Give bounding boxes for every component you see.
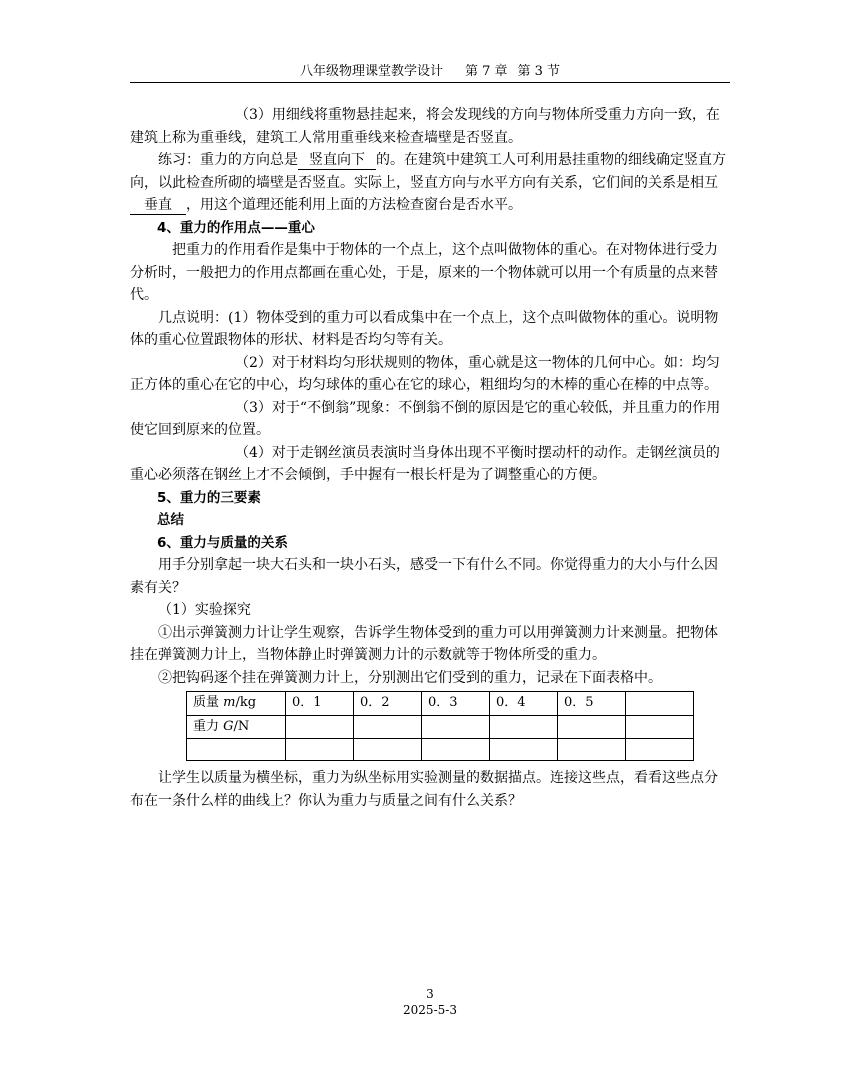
table-cell: 0．1 — [286, 692, 354, 716]
document-body — [130, 104, 730, 812]
table-cell — [422, 739, 490, 761]
header-title: 八年级物理课堂教学设计 — [299, 64, 443, 79]
table-row-mass — [187, 692, 694, 716]
table-cell: 0．5 — [558, 692, 626, 716]
heading-gravity-mass: 6、重力与质量的关系 — [157, 534, 288, 551]
experiment-step-2: ②把钩码逐个挂在弹簧测力计上，分别测出它们受到的重力，记录在下面表格中。 — [158, 669, 662, 686]
paragraph-plot-instruction: 让学生以质量为横坐标，重力为纵坐标用实验测量的数据描点。连接这些点，看看这些点分布在一条什么样的曲线上？你认为重力与质量之间有什么关系？ — [130, 770, 718, 809]
page-header — [130, 60, 730, 83]
table-cell: 0．3 — [422, 692, 490, 716]
paragraph-stones: 用手分别拿起一块大石头和一块小石头，感受一下有什么不同。你觉得重力的大小与什么因素有关？ — [130, 557, 718, 596]
table-header-gravity: 重力 G/N — [187, 715, 286, 739]
header-chapter: 第 7 章 — [464, 64, 508, 79]
paragraph-plumb-line: （3）用细线将重物悬挂起来，将会发现线的方向与物体所受重力方向一致，在建筑上称为重垂线，建筑工人常用重垂线来检查墙壁是否竖直。 — [130, 107, 720, 146]
table-cell — [626, 692, 694, 716]
table-cell: 0．4 — [490, 692, 558, 716]
exercise-text-c: ，用这个道理还能利用上面的方法检查窗台是否水平。 — [186, 197, 522, 213]
table-cell — [626, 739, 694, 761]
table-row-empty — [187, 739, 694, 761]
table-cell — [490, 715, 558, 739]
table-cell — [354, 739, 422, 761]
table-cell — [422, 715, 490, 739]
table-cell: 0．2 — [354, 692, 422, 716]
measurement-table — [186, 691, 694, 761]
exercise-text-b: 的。在建筑中建筑工人可利用悬挂重物的细线确定竖直方向，以此检查所砌的墙壁是否竖直。实际上，竖直方向与水平方向有关系，它们间的关系是相互 — [130, 152, 726, 191]
paragraph-center-definition: 把重力的作用看作是集中于物体的一个点上，这个点叫做物体的重心。在对物体进行受力分析时，一般把力的作用点都画在重心处，于是，原来的一个物体就可以用一个有质量的点来替代。 — [130, 242, 718, 303]
table-row-gravity — [187, 715, 694, 739]
answer-blank-1: 竖直向下 — [298, 151, 376, 170]
table-cell — [490, 739, 558, 761]
page-number: 3 — [426, 987, 434, 1001]
experiment-step-1: ①出示弹簧测力计让学生观察，告诉学生物体受到的重力可以用弹簧测力计来测量。把物体挂在弹簧测力计上，当物体静止时弹簧测力计的示数就等于物体所受的重力。 — [130, 624, 718, 663]
heading-center-of-gravity: 4、重力的作用点——重心 — [157, 219, 315, 236]
header-section: 第 3 节 — [517, 64, 561, 79]
heading-three-elements: 5、重力的三要素 — [157, 489, 261, 506]
table-cell — [286, 739, 354, 761]
table-cell — [354, 715, 422, 739]
exercise-text-a: 练习：重力的方向总是 — [158, 152, 298, 168]
answer-blank-2: 垂直 — [130, 196, 186, 215]
heading-summary: 总结 — [157, 512, 184, 528]
note-4: （4）对于走钢丝演员表演时当身体出现不平衡时摆动杆的动作。走钢丝演员的重心必须落在钢丝上才不会倾倒，手中握有一根长杆是为了调整重心的方便。 — [130, 444, 720, 483]
experiment-title: （1）实验探究 — [158, 602, 251, 618]
table-cell — [187, 739, 286, 761]
table-header-mass: 质量 m/kg — [187, 692, 286, 716]
note-3: （3）对于“不倒翁”现象：不倒翁不倒的原因是它的重心较低，并且重力的作用使它回到原来的位置。 — [130, 399, 721, 438]
exercise-paragraph — [130, 149, 730, 217]
table-cell — [286, 715, 354, 739]
footer-date: 2025-5-3 — [403, 1003, 457, 1017]
table-cell — [626, 715, 694, 739]
note-2: （2）对于材料均匀形状规则的物体，重心就是这一物体的几何中心。如：均匀正方体的重心在它的中心，均匀球体的重心在它的球心，粗细均匀的木棒的重心在棒的中点等。 — [130, 354, 720, 393]
note-1: 几点说明：(1）物体受到的重力可以看成集中在一个点上，这个点叫做物体的重心。说明物体的重心位置跟物体的形状、材料是否均匀等有关。 — [130, 309, 719, 348]
table-cell — [558, 739, 626, 761]
table-cell — [558, 715, 626, 739]
